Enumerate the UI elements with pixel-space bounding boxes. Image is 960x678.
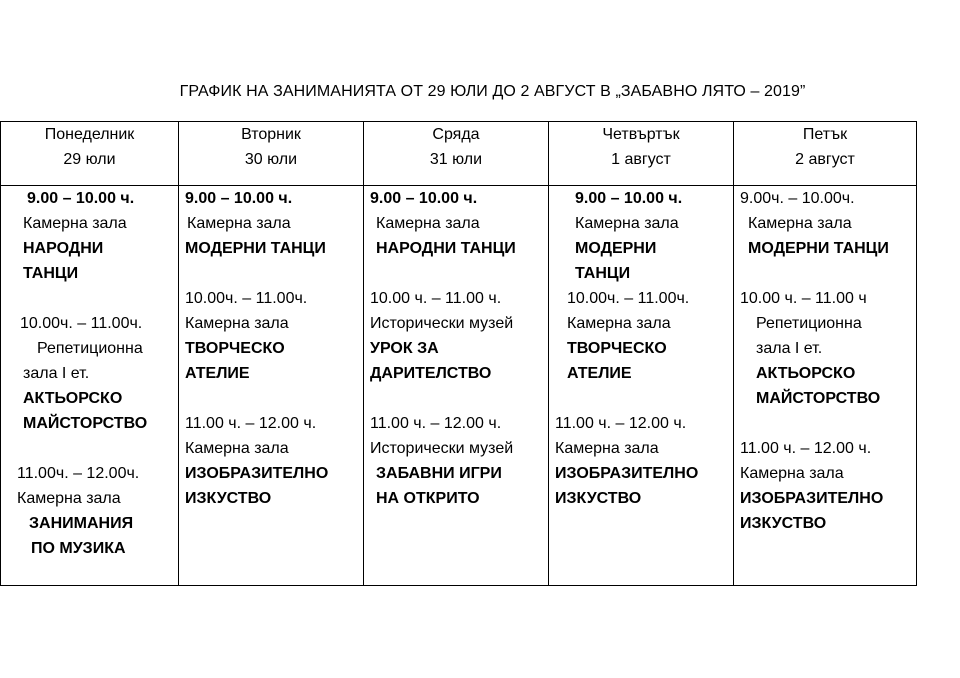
spacer	[179, 386, 363, 411]
day-schedule-cell	[1, 186, 179, 586]
activity-name: ИЗОБРАЗИТЕЛНО	[185, 465, 329, 482]
activity-name: МОДЕРНИ ТАНЦИ	[748, 240, 889, 257]
activity-detail: Камерна зала	[185, 440, 289, 457]
day-schedule-cell	[179, 186, 364, 586]
day-header	[549, 122, 734, 186]
spacer	[364, 386, 548, 411]
day-date: 31 юли	[429, 151, 483, 168]
schedule-row	[1, 186, 917, 586]
day-date: 30 юли	[244, 151, 298, 168]
activity-name: МОДЕРНИ	[575, 240, 657, 257]
activity-detail: Камерна зала	[567, 315, 671, 332]
activity-name: ТАНЦИ	[575, 265, 631, 282]
activity-detail: Репетиционна	[37, 340, 143, 357]
activity-detail: зала I ет.	[756, 340, 823, 357]
activity-name: ДАРИТЕЛСТВО	[370, 365, 492, 382]
day-date: 2 август	[795, 151, 855, 168]
activity-detail: Камерна зала	[23, 215, 127, 232]
activity-detail: 10.00ч. – 11.00ч.	[185, 290, 308, 307]
activity-name: УРОК ЗА	[370, 340, 439, 357]
activity-name: ТВОРЧЕСКО	[185, 340, 285, 357]
activity-detail: 10.00 ч. – 11.00 ч	[740, 290, 867, 307]
activity-name: АТЕЛИЕ	[185, 365, 250, 382]
activity-name: ЗАБАВНИ ИГРИ	[376, 465, 502, 482]
activity-name: МОДЕРНИ ТАНЦИ	[185, 240, 326, 257]
day-date: 1 август	[611, 151, 671, 168]
day-schedule-cell	[549, 186, 734, 586]
activity-name: ИЗОБРАЗИТЕЛНО	[740, 490, 884, 507]
activity-name: 9.00 – 10.00 ч.	[27, 190, 135, 207]
activity-detail: 11.00ч. – 12.00ч.	[17, 465, 140, 482]
spacer	[734, 261, 916, 286]
day-name: Четвъртък	[602, 126, 680, 143]
activity-detail: Камерна зала	[555, 440, 659, 457]
activity-name: ЗАНИМАНИЯ	[29, 515, 134, 532]
day-name: Вторник	[241, 126, 301, 143]
activity-name: ИЗКУСТВО	[555, 490, 642, 507]
activity-name: ИЗКУСТВО	[740, 515, 827, 532]
activity-detail: Камерна зала	[17, 490, 121, 507]
day-schedule-cell	[734, 186, 917, 586]
day-name: Сряда	[432, 126, 480, 143]
day-header	[179, 122, 364, 186]
activity-name: 9.00 – 10.00 ч.	[575, 190, 683, 207]
activity-detail: Исторически музей	[370, 315, 514, 332]
activity-name: АТЕЛИЕ	[567, 365, 632, 382]
activity-detail: Камерна зала	[185, 315, 289, 332]
spacer	[179, 261, 363, 286]
day-date: 29 юли	[63, 151, 116, 168]
activity-detail: Камерна зала	[740, 465, 844, 482]
activity-name: НАРОДНИ ТАНЦИ	[376, 240, 516, 257]
day-header	[364, 122, 549, 186]
activity-detail: 11.00 ч. – 12.00 ч.	[740, 440, 872, 457]
activity-name: 9.00 – 10.00 ч.	[185, 190, 293, 207]
spacer	[1, 436, 178, 461]
spacer	[1, 286, 178, 311]
activity-detail: зала I ет.	[23, 365, 90, 382]
activity-detail: 9.00ч. – 10.00ч.	[740, 190, 855, 207]
activity-detail: Исторически музей	[370, 440, 514, 457]
activity-name: ТВОРЧЕСКО	[567, 340, 667, 357]
spacer	[734, 411, 916, 436]
spacer	[549, 386, 733, 411]
activity-name: ТАНЦИ	[23, 265, 79, 282]
activity-detail: 10.00 ч. – 11.00 ч.	[370, 290, 502, 307]
activity-name: ИЗКУСТВО	[185, 490, 272, 507]
activity-detail: 11.00 ч. – 12.00 ч.	[370, 415, 502, 432]
day-schedule-cell	[364, 186, 549, 586]
activity-detail: 10.00ч. – 11.00ч.	[567, 290, 690, 307]
activity-name: НАРОДНИ	[23, 240, 104, 257]
activity-name: МАЙСТОРСТВО	[23, 415, 148, 432]
activity-name: НА ОТКРИТО	[376, 490, 480, 507]
day-name: Петък	[802, 126, 848, 143]
schedule-table	[0, 121, 917, 586]
activity-detail: 11.00 ч. – 12.00 ч.	[555, 415, 687, 432]
activity-name: МАЙСТОРСТВО	[756, 390, 881, 407]
activity-detail: 10.00ч. – 11.00ч.	[20, 315, 143, 332]
activity-detail: Камерна зала	[187, 215, 291, 232]
activity-detail: Камерна зала	[575, 215, 679, 232]
activity-name: 9.00 – 10.00 ч.	[370, 190, 478, 207]
day-header	[1, 122, 179, 186]
activity-detail: Репетиционна	[756, 315, 862, 332]
activity-detail: Камерна зала	[748, 215, 852, 232]
activity-name: ИЗОБРАЗИТЕЛНО	[555, 465, 699, 482]
day-name: Понеделник	[44, 126, 135, 143]
day-header	[734, 122, 917, 186]
spacer	[364, 261, 548, 286]
activity-name: ПО МУЗИКА	[31, 540, 126, 557]
activity-detail: 11.00 ч. – 12.00 ч.	[185, 415, 317, 432]
activity-name: АКТЬОРСКО	[756, 365, 856, 382]
activity-detail: Камерна зала	[376, 215, 480, 232]
page-title: ГРАФИК НА ЗАНИМАНИЯТА ОТ 29 ЮЛИ ДО 2 АВГУСТ В „ЗАБАВНО ЛЯТО – 2019”	[179, 83, 806, 100]
header-row	[1, 122, 917, 186]
activity-name: АКТЬОРСКО	[23, 390, 123, 407]
